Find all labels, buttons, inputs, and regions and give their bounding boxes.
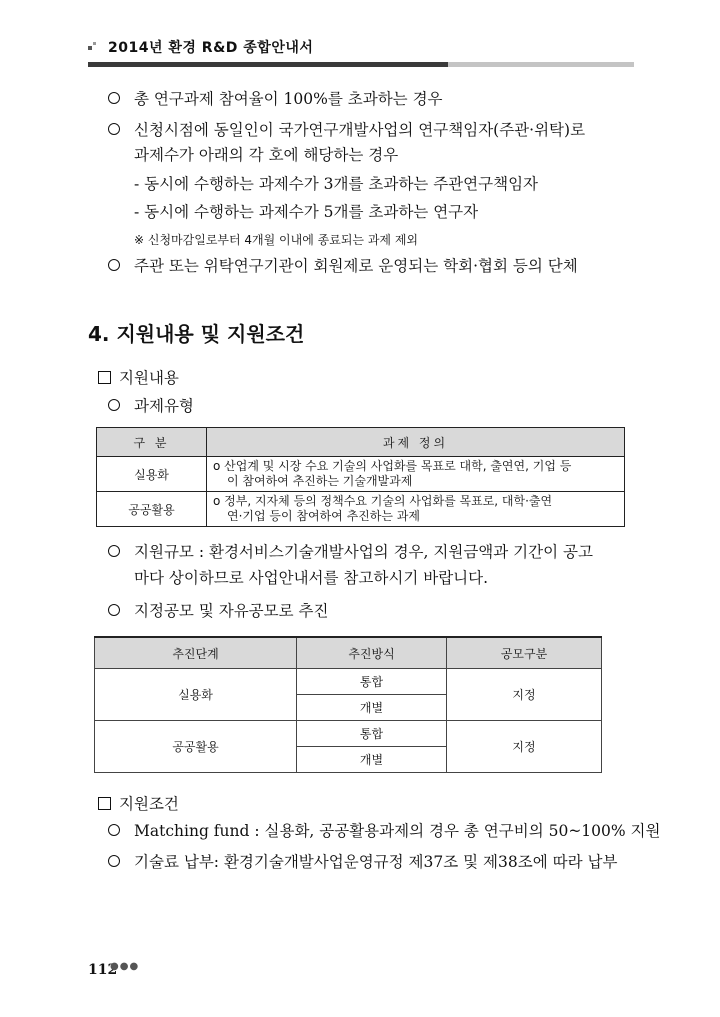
table-header-cell: 과제 정의 (207, 428, 625, 457)
table-cell-stage: 공공활용 (95, 721, 297, 773)
sub-item: - 동시에 수행하는 과제수가 3개를 초과하는 주관연구책임자 (134, 175, 539, 193)
header-rule-light (448, 62, 634, 67)
square-bullet-icon (98, 797, 111, 810)
bullet-continuation: 마다 상이하므로 사업안내서를 참고하시기 바랍니다. (134, 569, 489, 587)
table-cell-type: 지정 (447, 669, 602, 721)
bullet-item: 총 연구과제 참여율이 100%를 초과하는 경우 (108, 87, 443, 109)
page-number: 112 (88, 962, 118, 978)
sub-item: - 동시에 수행하는 과제수가 5개를 초과하는 연구자 (134, 203, 479, 221)
table-header-row (97, 428, 625, 457)
table-cell-method: 통합 (297, 669, 447, 695)
table-row (95, 721, 602, 747)
table-cell-type: 지정 (447, 721, 602, 773)
table-header-cell: 추진방식 (297, 637, 447, 669)
table-cell-definition: o 산업계 및 시장 수요 기술의 사업화를 목표로 대학, 출연연, 기업 등 이 참여하여 추진하는 기술개발과제 (207, 457, 625, 492)
table-header-cell: 구 분 (97, 428, 207, 457)
table-row (97, 457, 625, 492)
table-header-cell: 공모구분 (447, 637, 602, 669)
table-row (95, 669, 602, 695)
support-content-heading: 지원내용 (98, 366, 179, 388)
circle-bullet-icon (108, 123, 120, 135)
task-type-heading: 과제유형 (108, 394, 194, 416)
bullet-item: 지원규모 : 환경서비스기술개발사업의 경우, 지원금액과 기간이 공고 (108, 540, 593, 562)
task-type-table (96, 427, 625, 527)
circle-bullet-icon (108, 92, 120, 104)
circle-bullet-icon (108, 545, 120, 557)
table-row (97, 492, 625, 527)
table-cell-method: 통합 (297, 721, 447, 747)
promotion-table (94, 636, 602, 773)
note: ※ 신청마감일로부터 4개월 이내에 종료되는 과제 제외 (134, 233, 419, 247)
table-cell-method: 개별 (297, 695, 447, 721)
bullet-continuation: 과제수가 아래의 각 호에 해당하는 경우 (134, 146, 399, 164)
table-cell-definition: o 정부, 지자체 등의 정책수요 기술의 사업화를 목표로, 대학·출연 연·기업 등이 참여하여 추진하는 과제 (207, 492, 625, 527)
footer-dots: ●●● (110, 961, 140, 972)
header-rule-dark (88, 62, 448, 67)
bullet-item: 주관 또는 위탁연구기관이 회원제로 운영되는 학회·협회 등의 단체 (108, 254, 578, 276)
bullet-item: Matching fund : 실용화, 공공활용과제의 경우 총 연구비의 50~100% 지원 (108, 819, 661, 841)
circle-bullet-icon (108, 824, 120, 836)
table-header-row (95, 637, 602, 669)
circle-bullet-icon (108, 399, 120, 411)
header-mark-icon (88, 40, 98, 50)
table-cell-category: 공공활용 (97, 492, 207, 527)
table-cell-method: 개별 (297, 747, 447, 773)
bullet-item: 기술료 납부: 환경기술개발사업운영규정 제37조 및 제38조에 따라 납부 (108, 850, 617, 872)
circle-bullet-icon (108, 259, 120, 271)
square-bullet-icon (98, 371, 111, 384)
conditions-heading: 지원조건 (98, 792, 179, 814)
table-cell-stage: 실용화 (95, 669, 297, 721)
bullet-item: 신청시점에 동일인이 국가연구개발사업의 연구책임자(주관·위탁)로 (108, 118, 585, 140)
table-cell-category: 실용화 (97, 457, 207, 492)
header-title: 2014년 환경 R&D 종합안내서 (108, 40, 314, 56)
circle-bullet-icon (108, 855, 120, 867)
section-title: 4. 지원내용 및 지원조건 (88, 322, 305, 346)
circle-bullet-icon (108, 604, 120, 616)
table-header-cell: 추진단계 (95, 637, 297, 669)
bullet-item: 지정공모 및 자유공모로 추진 (108, 599, 328, 621)
